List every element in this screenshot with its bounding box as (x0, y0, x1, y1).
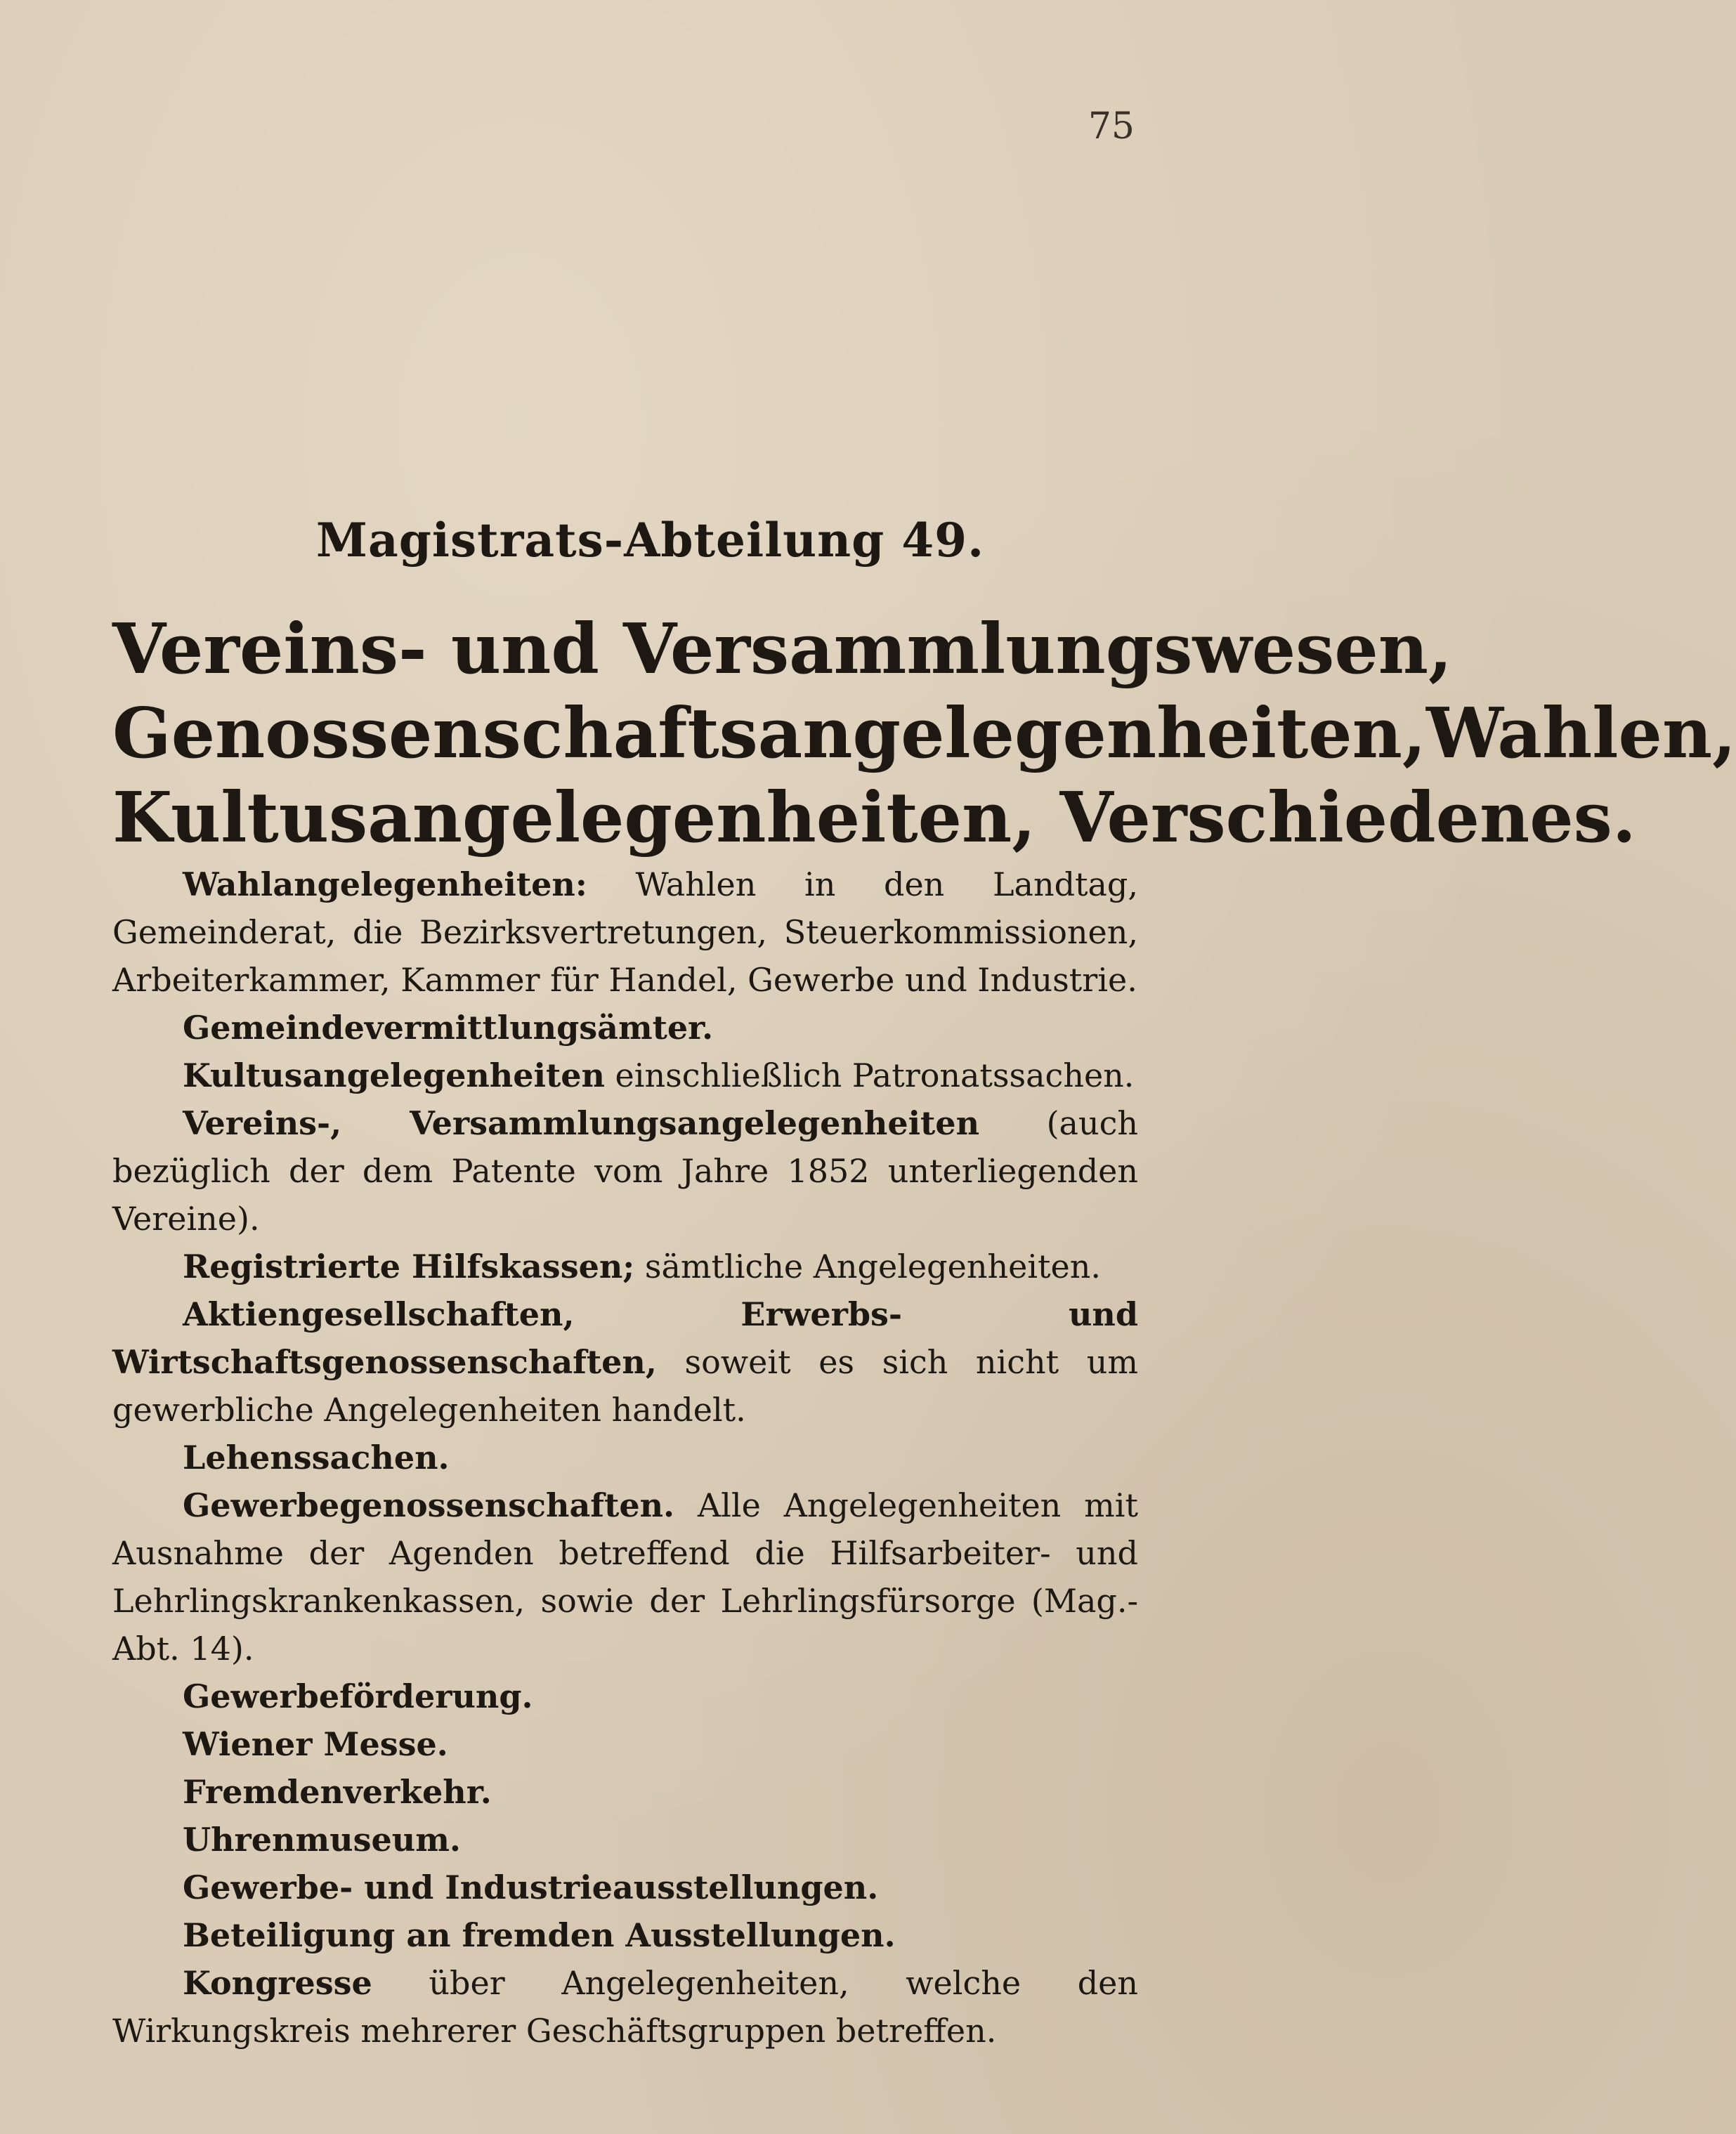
entry-fremdenverkehr (112, 1768, 1138, 1816)
section-title (112, 608, 1736, 860)
entry-head: Aktiengesellschaften, Erwerbs- und Wirtschaftsgenossenschaften, (112, 1295, 1138, 1381)
entry-head: Lehenssachen. (183, 1439, 450, 1477)
title-line-2-part-1: Genossenschaftsangelegenheiten, (112, 693, 1426, 774)
entry-text: über Angelegenheiten, welche den Wirkungskreis mehrerer Geschäftsgruppen betreffen. (112, 1964, 1138, 2050)
entry-head: Uhrenmuseum. (183, 1821, 461, 1859)
entry-head: Gewerbegenossenschaften. (183, 1486, 675, 1524)
entry-head: Kongresse (183, 1964, 372, 2002)
entry-hilfskassen (112, 1243, 1138, 1290)
entry-head: Gewerbe- und Industrieausstellungen. (183, 1868, 879, 1906)
entry-fremde-ausstellungen (112, 1911, 1138, 1959)
entry-vereinsangelegenheiten (112, 1099, 1138, 1243)
entry-kongresse (112, 1959, 1138, 2055)
entry-uhrenmuseum (112, 1816, 1138, 1864)
entry-head: Gewerbeförderung. (183, 1677, 533, 1715)
entry-wiener-messe (112, 1720, 1138, 1768)
entry-text: sämtliche Angelegenheiten. (634, 1248, 1101, 1285)
entry-head: Wiener Messe. (183, 1725, 448, 1763)
entry-head: Vereins-, Versammlungsangelegenheiten (183, 1104, 980, 1142)
title-line-2-part-2: Wahlen, (1425, 693, 1736, 774)
entry-text: einschließlich Patronatssachen. (604, 1056, 1135, 1094)
entry-text: Wahlen in den Landtag, Gemeinderat, die Bezirksvertretungen, Steuerkommissionen, Arbeiterkammer, Kammer für Handel, Gewerbe und Industrie. (112, 865, 1138, 999)
entry-text: (auch bezüglich der dem Patente vom Jahre 1852 unterliegenden Vereine). (112, 1104, 1138, 1238)
entry-gemeindevermittlungsaemter (112, 1004, 1138, 1052)
entry-head: Registrierte Hilfskassen; (183, 1248, 635, 1285)
entry-head: Wahlangelegenheiten: (183, 865, 587, 903)
entry-text: soweit es sich nicht um gewerbliche Angelegenheiten handelt. (112, 1343, 1138, 1429)
entry-head: Gemeindevermittlungsämter. (183, 1009, 714, 1047)
title-line-3: Kultusangelegenheiten, Verschiedenes. (112, 778, 1636, 858)
title-line-1: Vereins- und Versammlungswesen, (112, 609, 1453, 690)
entry-ausstellungen (112, 1864, 1138, 1911)
title-line-2 (112, 692, 1736, 776)
entry-aktiengesellschaften (112, 1290, 1138, 1434)
department-heading: Magistrats-Abteilung 49. (315, 513, 985, 568)
entry-list (112, 860, 1138, 2055)
entry-lehenssachen (112, 1434, 1138, 1481)
entry-text: Alle Angelegenheiten mit Ausnahme der Agenden betreffend die Hilfsarbeiter- und Lehrlingskrankenkassen, sowie der Lehrlingsfürsorge (Mag.-Abt. 14). (112, 1486, 1138, 1668)
entry-wahlangelegenheiten (112, 860, 1138, 1004)
page-number: 75 (1088, 105, 1135, 148)
entry-head: Fremdenverkehr. (183, 1773, 492, 1811)
entry-head: Kultusangelegenheiten (183, 1056, 605, 1094)
entry-head: Beteiligung an fremden Ausstellungen. (183, 1916, 896, 1954)
entry-gewerbefoerderung (112, 1672, 1138, 1720)
entry-kultusangelegenheiten (112, 1052, 1138, 1099)
entry-gewerbegenossenschaften (112, 1481, 1138, 1672)
